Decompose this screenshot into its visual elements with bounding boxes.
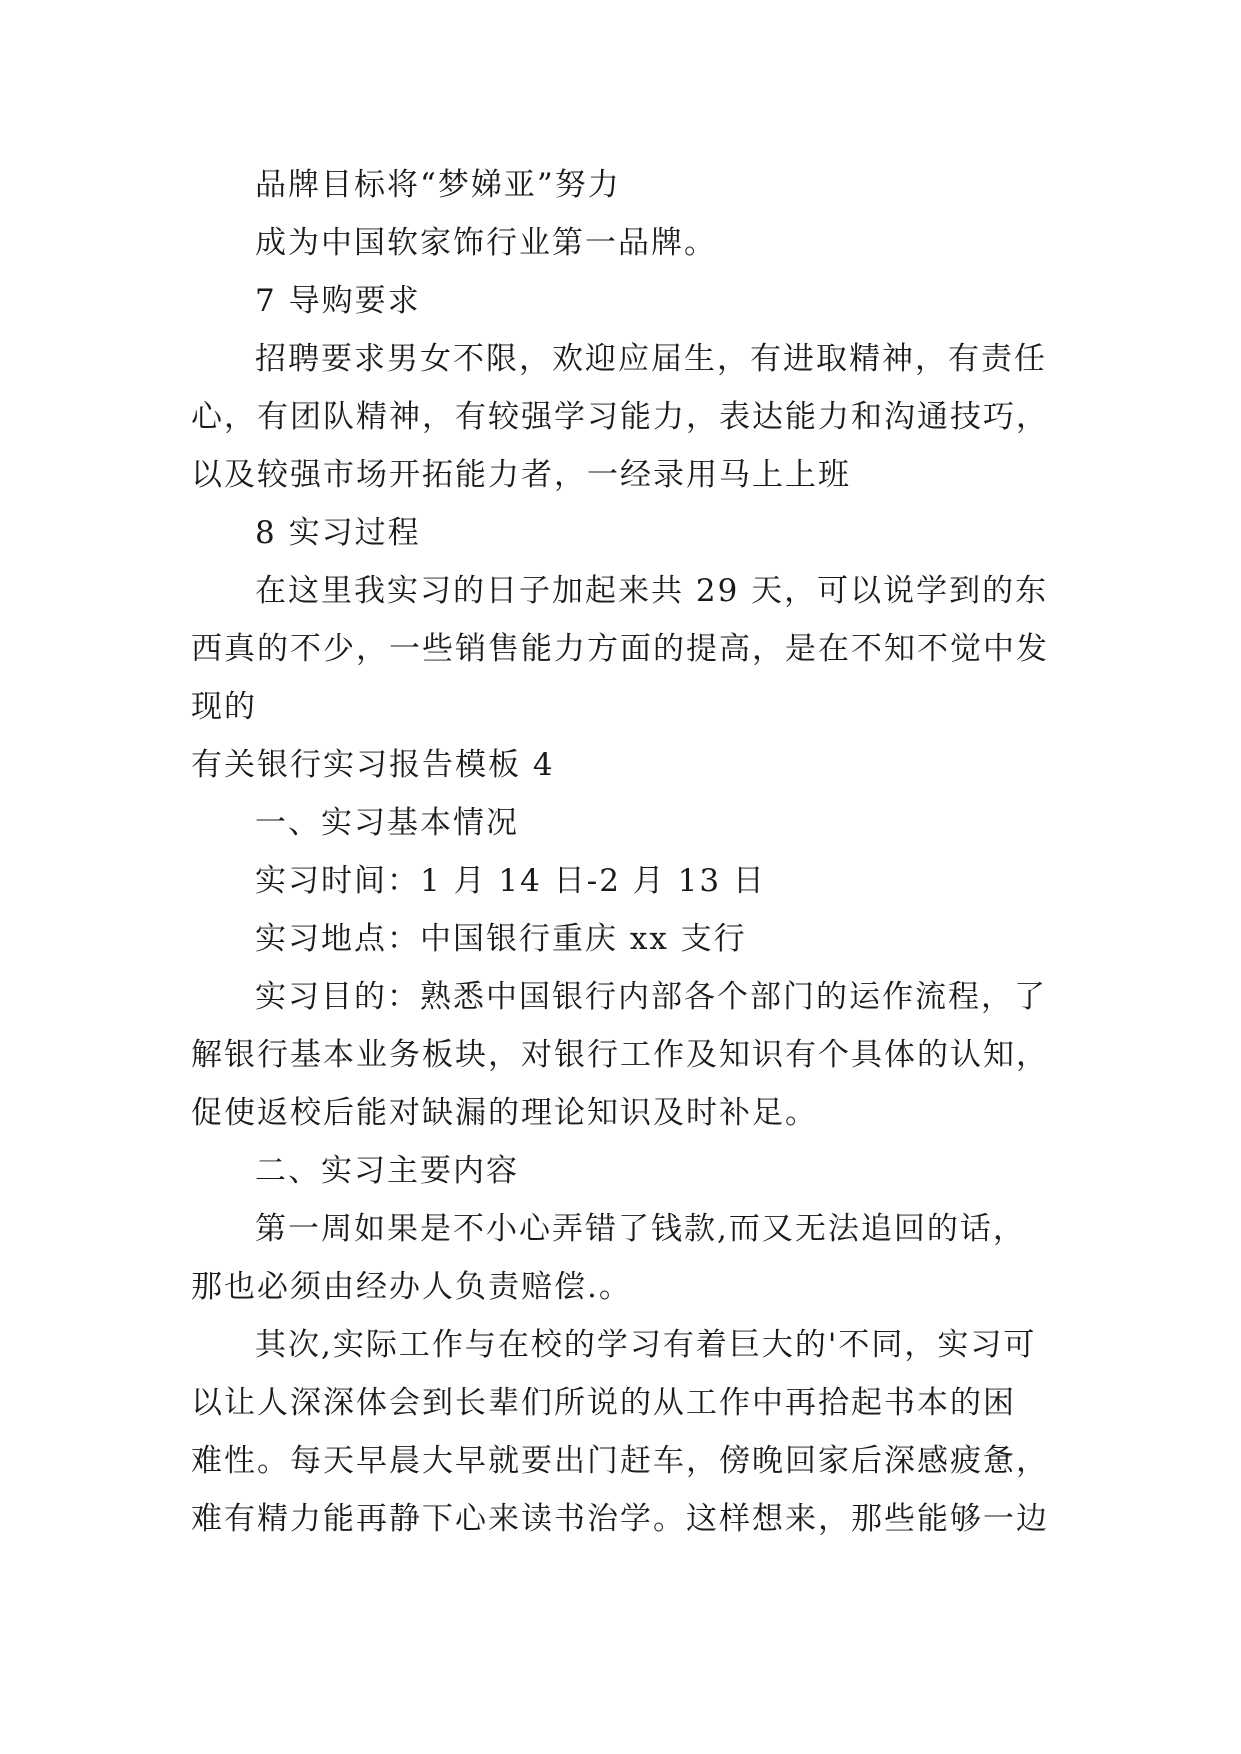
text-line: 其次,实际工作与在校的学习有着巨大的'不同，实习可 — [255, 1327, 1037, 1363]
text-line: 解银行基本业务板块，对银行工作及知识有个具体的认知， — [191, 1037, 1049, 1073]
text-line: 难有精力能再静下心来读书治学。这样想来，那些能够一边 — [191, 1501, 1049, 1537]
text-line: 有关银行实习报告模板 4 — [191, 747, 555, 783]
text-line: 一、实习基本情况 — [255, 805, 519, 841]
text-line: 实习地点：中国银行重庆 xx 支行 — [255, 921, 747, 957]
text-line: 实习目的：熟悉中国银行内部各个部门的运作流程，了 — [255, 979, 1047, 1015]
body-text — [191, 156, 1071, 1548]
text-line: 以让人深深体会到长辈们所说的从工作中再拾起书本的困 — [191, 1385, 1016, 1421]
text-line: 现的 — [191, 689, 257, 725]
text-line: 二、实习主要内容 — [255, 1153, 519, 1189]
text-line: 心，有团队精神，有较强学习能力，表达能力和沟通技巧， — [191, 399, 1049, 435]
text-line: 成为中国软家饰行业第一品牌。 — [255, 225, 717, 261]
text-line: 品牌目标将“梦娣亚”努力 — [255, 167, 621, 203]
text-line: 促使返校后能对缺漏的理论知识及时补足。 — [191, 1095, 818, 1131]
text-line: 那也必须由经办人负责赔偿.。 — [191, 1269, 632, 1305]
text-line: 实习时间：1 月 14 日-2 月 13 日 — [255, 863, 766, 899]
text-line: 以及较强市场开拓能力者，一经录用马上上班 — [191, 457, 851, 493]
text-line: 在这里我实习的日子加起来共 29 天，可以说学到的东 — [255, 573, 1049, 609]
text-line: 8 实习过程 — [255, 515, 421, 551]
text-line: 招聘要求男女不限，欢迎应届生，有进取精神，有责任 — [255, 341, 1047, 377]
text-line: 第一周如果是不小心弄错了钱款,而又无法追回的话， — [255, 1211, 1026, 1247]
text-line: 难性。每天早晨大早就要出门赶车，傍晚回家后深感疲惫， — [191, 1443, 1049, 1479]
text-line: 7 导购要求 — [255, 283, 421, 319]
text-line: 西真的不少，一些销售能力方面的提高，是在不知不觉中发 — [191, 631, 1049, 667]
